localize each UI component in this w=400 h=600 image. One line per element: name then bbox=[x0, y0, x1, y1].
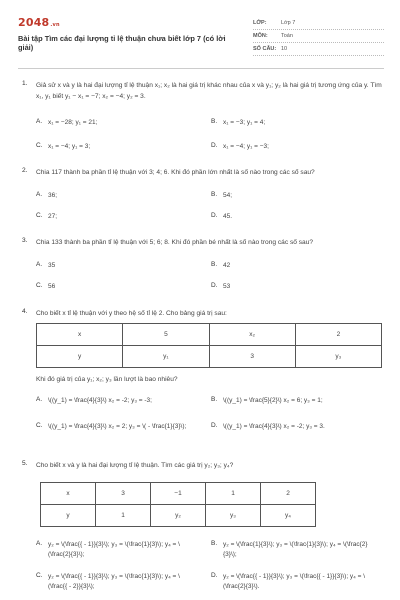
site-logo[interactable] bbox=[18, 16, 60, 29]
meta-key: SỐ CÂU: bbox=[253, 46, 277, 52]
option-d[interactable] bbox=[211, 422, 373, 432]
question-1 bbox=[18, 80, 384, 160]
question-subtext: Khi đó giá trị của y₁; x₂; y₃ lần lượt là bao nhiêu? bbox=[36, 376, 178, 383]
question-number: 5. bbox=[22, 460, 28, 467]
option-c[interactable] bbox=[36, 212, 198, 222]
table-cell: y₂ bbox=[151, 505, 206, 527]
question-4 bbox=[18, 308, 384, 448]
question-text: Cho biết x và y là hai đại lượng tỉ lệ thuận. Tìm các giá trị y₂; y₃; y₄? bbox=[36, 462, 234, 469]
table-cell: 3 bbox=[209, 346, 295, 368]
table-cell: −1 bbox=[151, 483, 206, 505]
table-cell: y₃ bbox=[295, 346, 381, 368]
logo-text: 2048 bbox=[18, 16, 50, 29]
option-c[interactable] bbox=[36, 572, 198, 592]
option-text: x₁ = −28; y₁ = 21; bbox=[48, 119, 98, 126]
option-letter: D. bbox=[211, 422, 218, 429]
option-letter: C. bbox=[36, 282, 43, 289]
option-d[interactable] bbox=[211, 282, 373, 292]
table-cell: 2 bbox=[261, 483, 316, 505]
option-text: \((y_1) = \frac{4}{3}\) x₂ = -2; y₃ = -3; bbox=[48, 397, 152, 404]
meta-value: Lớp 7 bbox=[281, 20, 296, 26]
document-title: Bài tập Tìm các đại lượng tỉ lệ thuận chưa biết lớp 7 (có lời giải) bbox=[18, 34, 226, 52]
question-3 bbox=[18, 237, 384, 297]
option-a[interactable] bbox=[36, 118, 198, 128]
table-cell: 1 bbox=[96, 505, 151, 527]
meta-row-class bbox=[253, 17, 384, 30]
option-letter: D. bbox=[211, 572, 218, 579]
table-cell: y₁ bbox=[123, 346, 209, 368]
option-text: 56 bbox=[48, 283, 56, 290]
option-letter: B. bbox=[211, 396, 218, 403]
option-letter: B. bbox=[211, 118, 218, 125]
table-cell: x bbox=[37, 324, 123, 346]
table-row bbox=[41, 483, 316, 505]
question-number: 2. bbox=[22, 167, 28, 174]
option-text: 42 bbox=[223, 262, 231, 269]
option-text: x₁ = −4; y₁ = −3; bbox=[223, 143, 269, 150]
option-a[interactable] bbox=[36, 261, 198, 271]
table-cell: y bbox=[37, 346, 123, 368]
question-2 bbox=[18, 167, 384, 227]
meta-key: LỚP: bbox=[253, 20, 267, 26]
option-text: y₂ = \(\frac{{ - 1}}{3}\); y₃ = \(\frac{{ - 1}}{3}\); y₄ = \(\frac{2}{3}\). bbox=[223, 573, 366, 590]
option-letter: D. bbox=[211, 282, 218, 289]
option-text: 54; bbox=[223, 192, 233, 199]
meta-row-subject bbox=[253, 30, 384, 43]
option-text: \((y_1) = \frac{5}{2}\) x₂ = 6; y₃ = 1; bbox=[223, 397, 323, 404]
option-letter: B. bbox=[211, 191, 218, 198]
option-b[interactable] bbox=[211, 261, 373, 271]
option-text: y₂ = \(\frac{{ - 1}}{3}\); y₃ = \(\frac{1}{3}\); y₄ = \(\frac{{ - 2}}{3}\); bbox=[48, 573, 180, 590]
option-letter: D. bbox=[211, 212, 218, 219]
option-letter: A. bbox=[36, 118, 43, 125]
table-cell: y₄ bbox=[261, 505, 316, 527]
question-text: Chia 117 thành ba phần tỉ lệ thuận với 3; 4; 6. Khi đó phần lớn nhất là số nào trong các số sau? bbox=[36, 169, 315, 176]
logo-suffix: .vn bbox=[50, 22, 60, 28]
option-text: x₁ = −3; y₁ = 4; bbox=[223, 119, 266, 126]
meta-value: 10 bbox=[281, 46, 288, 52]
question-5 bbox=[18, 460, 384, 600]
option-a[interactable] bbox=[36, 396, 198, 406]
table-row bbox=[37, 324, 382, 346]
table-row bbox=[37, 346, 382, 368]
meta-row-count bbox=[253, 43, 384, 56]
option-d[interactable] bbox=[211, 142, 373, 152]
question-number: 3. bbox=[22, 237, 28, 244]
document-header bbox=[18, 8, 384, 60]
question-text: Giả sử x và y là hai đại lượng tỉ lệ thuận x₁; x₂ là hai giá trị khác nhau của x và y₁; y₂ là hai giá trị tương ứng của y. Tìm x₁, y₁ biết y₁ − x₁ = −7; x₂ = −4; y₂ = 3. bbox=[36, 82, 382, 100]
question-number: 1. bbox=[22, 80, 28, 87]
option-c[interactable] bbox=[36, 282, 198, 292]
table-cell: y bbox=[41, 505, 96, 527]
table-cell: x bbox=[41, 483, 96, 505]
option-text: \((y_1) = \frac{4}{3}\) x₂ = 2; y₃ = \( - \frac{1}{3}\); bbox=[48, 423, 187, 430]
question-text: Chia 133 thành ba phần tỉ lệ thuận với 5; 6; 8. Khi đó phần bé nhất là số nào trong các số sau? bbox=[36, 239, 314, 246]
question-number: 4. bbox=[22, 308, 28, 315]
table-cell: 3 bbox=[96, 483, 151, 505]
option-letter: A. bbox=[36, 540, 43, 547]
option-d[interactable] bbox=[211, 212, 373, 222]
option-letter: B. bbox=[211, 261, 218, 268]
option-text: y₂ = \(\frac{{ - 1}}{3}\); y₃ = \(\frac{1}{3}\); y₄ = \(\frac{2}{3}\); bbox=[48, 541, 180, 558]
meta-key: MÔN: bbox=[253, 33, 268, 39]
option-letter: B. bbox=[211, 540, 218, 547]
option-text: 35 bbox=[48, 262, 56, 269]
option-letter: C. bbox=[36, 422, 43, 429]
value-table bbox=[40, 482, 316, 527]
option-letter: A. bbox=[36, 261, 43, 268]
option-c[interactable] bbox=[36, 422, 198, 432]
option-text: x₁ = −4; y₁ = 3; bbox=[48, 143, 91, 150]
table-cell: 1 bbox=[206, 483, 261, 505]
option-a[interactable] bbox=[36, 191, 198, 201]
option-c[interactable] bbox=[36, 142, 198, 152]
option-d[interactable] bbox=[211, 572, 373, 592]
option-letter: C. bbox=[36, 142, 43, 149]
question-text: Cho biết x tỉ lệ thuận với y theo hệ số tỉ lệ 2. Cho bảng giá trị sau: bbox=[36, 310, 227, 317]
option-text: y₂ = \(\frac{1}{3}\); y₃ = \(\frac{1}{3}\); y₄ = \(\frac{2}{3}\); bbox=[223, 541, 368, 558]
table-cell: 5 bbox=[123, 324, 209, 346]
option-text: 53 bbox=[223, 283, 231, 290]
option-text: 27; bbox=[48, 213, 58, 220]
option-b[interactable] bbox=[211, 118, 373, 128]
option-letter: A. bbox=[36, 396, 43, 403]
option-a[interactable] bbox=[36, 540, 198, 560]
option-text: \((y_1) = \frac{4}{3}\) x₂ = -2; y₃ = 3. bbox=[223, 423, 325, 430]
table-row bbox=[41, 505, 316, 527]
option-b[interactable] bbox=[211, 396, 373, 406]
table-cell: x₂ bbox=[209, 324, 295, 346]
header-divider bbox=[18, 68, 384, 69]
meta-info bbox=[253, 17, 384, 56]
option-text: 45. bbox=[223, 213, 233, 220]
option-letter: A. bbox=[36, 191, 43, 198]
option-letter: C. bbox=[36, 572, 43, 579]
option-b[interactable] bbox=[211, 540, 373, 560]
option-letter: C. bbox=[36, 212, 43, 219]
option-letter: D. bbox=[211, 142, 218, 149]
option-b[interactable] bbox=[211, 191, 373, 201]
value-table bbox=[36, 323, 382, 368]
option-text: 36; bbox=[48, 192, 58, 199]
table-cell: y₃ bbox=[206, 505, 261, 527]
table-cell: 2 bbox=[295, 324, 381, 346]
meta-value: Toán bbox=[281, 33, 293, 39]
